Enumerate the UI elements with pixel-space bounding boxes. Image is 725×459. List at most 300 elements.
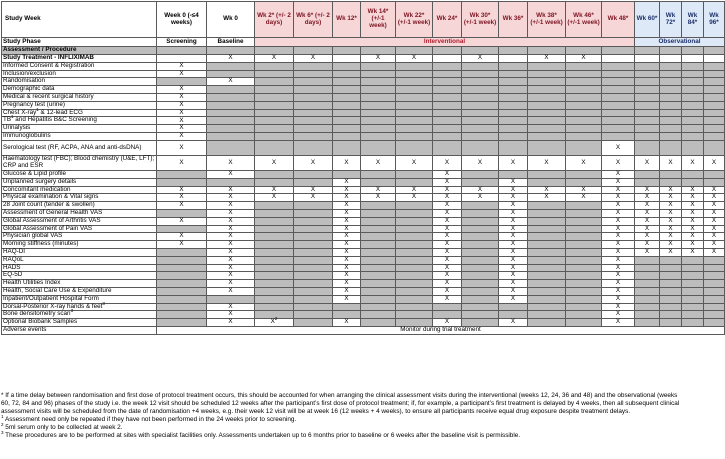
phase-screening: Screening <box>157 38 207 47</box>
empty-cell <box>157 264 207 272</box>
empty-cell <box>294 117 333 125</box>
empty-cell <box>294 303 333 311</box>
assessment-mark: X <box>462 155 499 170</box>
empty-cell <box>660 140 682 155</box>
empty-cell <box>294 101 333 109</box>
empty-cell <box>704 93 725 101</box>
assessment-row <box>2 86 725 94</box>
assessment-mark: X <box>207 241 255 249</box>
assessment-mark: X <box>602 287 635 295</box>
empty-cell <box>294 209 333 217</box>
assessment-mark: X <box>207 194 255 202</box>
empty-cell <box>462 272 499 280</box>
assessment-mark: X <box>704 155 725 170</box>
empty-cell <box>207 125 255 133</box>
empty-cell <box>528 125 566 133</box>
footnote-number: 1 <box>1 413 4 419</box>
empty-cell <box>704 319 725 327</box>
empty-cell <box>635 280 660 288</box>
assessment-mark: X <box>602 311 635 319</box>
empty-cell <box>294 140 333 155</box>
assessment-mark: X <box>433 256 462 264</box>
empty-cell <box>462 78 499 86</box>
empty-cell <box>255 217 294 225</box>
assessment-mark: X <box>602 194 635 202</box>
assessment-mark: X <box>157 125 207 133</box>
empty-cell <box>682 109 704 117</box>
section-fill <box>333 47 361 55</box>
empty-cell <box>207 133 255 141</box>
empty-cell <box>294 256 333 264</box>
assessment-label-text: Morning stiffness (minutes) <box>3 240 79 248</box>
assessment-mark: X <box>499 295 528 303</box>
empty-cell <box>396 125 433 133</box>
assessment-mark: X <box>207 248 255 256</box>
assessment-mark: X <box>157 202 207 210</box>
assessment-mark: X <box>294 155 333 170</box>
empty-cell <box>255 256 294 264</box>
assessment-mark: X <box>207 55 255 63</box>
assessment-mark: X <box>602 225 635 233</box>
empty-cell <box>255 117 294 125</box>
empty-cell <box>361 256 396 264</box>
assessment-mark: X <box>333 217 361 225</box>
week-header: Wk 72* <box>660 2 682 38</box>
empty-cell <box>462 170 499 178</box>
assessment-mark: X <box>361 155 396 170</box>
assessment-mark: X <box>207 311 255 319</box>
empty-cell <box>566 209 602 217</box>
empty-cell <box>602 62 635 70</box>
assessment-mark: X <box>157 70 207 78</box>
adverse-events-monitor: Monitor during trial treatment <box>157 327 725 335</box>
assessment-mark: X <box>157 101 207 109</box>
assessment-row <box>2 140 725 155</box>
empty-cell <box>660 78 682 86</box>
assessment-mark: X <box>433 295 462 303</box>
assessment-label-text: Inclusion/exclusion <box>3 69 56 77</box>
empty-cell <box>333 133 361 141</box>
adverse-events-label: Adverse events <box>2 327 157 335</box>
assessment-label-text: Medical & recent surgical history <box>3 92 94 100</box>
empty-cell <box>499 101 528 109</box>
footnote-number: 3 <box>1 429 4 435</box>
empty-cell <box>602 125 635 133</box>
assessment-mark: X <box>207 280 255 288</box>
assessment-mark: X <box>333 155 361 170</box>
empty-cell <box>433 78 462 86</box>
empty-cell <box>207 109 255 117</box>
assessment-row <box>2 256 725 264</box>
empty-cell <box>566 225 602 233</box>
empty-cell <box>294 295 333 303</box>
assessment-label-suffix: & 12-lead ECG <box>38 108 83 116</box>
empty-cell <box>255 248 294 256</box>
empty-cell <box>294 248 333 256</box>
empty-cell <box>294 125 333 133</box>
phase-interventional: Interventional <box>255 38 635 47</box>
empty-cell <box>462 62 499 70</box>
empty-cell <box>499 55 528 63</box>
assessment-row <box>2 319 725 327</box>
assessment-mark: X <box>255 186 294 194</box>
empty-cell <box>566 78 602 86</box>
empty-cell <box>157 248 207 256</box>
empty-cell <box>207 117 255 125</box>
empty-cell <box>361 287 396 295</box>
empty-cell <box>333 125 361 133</box>
assessment-mark: X <box>704 202 725 210</box>
empty-cell <box>528 209 566 217</box>
empty-cell <box>294 109 333 117</box>
empty-cell <box>566 319 602 327</box>
empty-cell <box>361 117 396 125</box>
empty-cell <box>682 125 704 133</box>
empty-cell <box>499 62 528 70</box>
empty-cell <box>602 109 635 117</box>
empty-cell <box>361 248 396 256</box>
week-header: Wk 84* <box>682 2 704 38</box>
assessment-label-text: Informed Consent & Registration <box>3 61 95 69</box>
assessment-mark: X <box>602 155 635 170</box>
empty-cell <box>462 93 499 101</box>
section-fill <box>704 47 725 55</box>
week-header: Wk 96* <box>704 2 725 38</box>
assessment-mark: X <box>682 186 704 194</box>
empty-cell <box>499 125 528 133</box>
assessment-mark: X <box>704 233 725 241</box>
empty-cell <box>255 86 294 94</box>
assessment-row <box>2 155 725 170</box>
empty-cell <box>566 170 602 178</box>
assessment-mark: X <box>635 202 660 210</box>
assessment-label-text: EQ-5D <box>3 271 23 279</box>
empty-cell <box>294 217 333 225</box>
schedule-table <box>1 1 725 335</box>
empty-cell <box>528 225 566 233</box>
assessment-mark: X <box>499 186 528 194</box>
study-phase-row <box>2 38 725 47</box>
footnote <box>1 421 684 432</box>
empty-cell <box>333 109 361 117</box>
section-fill <box>682 47 704 55</box>
assessment-mark: X <box>207 155 255 170</box>
week-header: Week 0 (-≤4 weeks) <box>157 2 207 38</box>
empty-cell <box>566 125 602 133</box>
assessment-mark: X <box>433 170 462 178</box>
empty-cell <box>704 140 725 155</box>
assessment-mark: X <box>294 55 333 63</box>
assessment-mark: X <box>566 55 602 63</box>
assessment-label-text: Health, Social Care Use & Expenditure <box>3 286 112 294</box>
empty-cell <box>255 133 294 141</box>
assessment-mark: X <box>704 225 725 233</box>
week-header: Wk 6* (+/- 2 days) <box>294 2 333 38</box>
assessment-mark: X <box>207 217 255 225</box>
empty-cell <box>635 140 660 155</box>
empty-cell <box>682 117 704 125</box>
empty-cell <box>602 86 635 94</box>
empty-cell <box>566 178 602 186</box>
assessment-mark: X <box>602 217 635 225</box>
empty-cell <box>566 217 602 225</box>
assessment-mark: X <box>499 178 528 186</box>
empty-cell <box>361 303 396 311</box>
assessment-mark: X <box>207 287 255 295</box>
assessment-mark: X <box>255 55 294 63</box>
empty-cell <box>396 280 433 288</box>
empty-cell <box>682 287 704 295</box>
empty-cell <box>635 78 660 86</box>
empty-cell <box>660 311 682 319</box>
empty-cell <box>660 264 682 272</box>
assessment-label <box>2 248 157 256</box>
assessment-mark: X <box>635 248 660 256</box>
empty-cell <box>528 264 566 272</box>
footnote <box>1 413 684 424</box>
empty-cell <box>361 209 396 217</box>
section-fill <box>433 47 462 55</box>
empty-cell <box>333 140 361 155</box>
empty-cell <box>704 109 725 117</box>
empty-cell <box>635 264 660 272</box>
empty-cell <box>635 311 660 319</box>
empty-cell <box>682 133 704 141</box>
empty-cell <box>255 70 294 78</box>
assessment-mark: X <box>433 202 462 210</box>
empty-cell <box>255 101 294 109</box>
assessment-label-text: Inpatient/Outpatient Hospital Form <box>3 294 99 302</box>
assessment-mark: X <box>499 194 528 202</box>
empty-cell <box>294 264 333 272</box>
empty-cell <box>361 62 396 70</box>
empty-cell <box>294 287 333 295</box>
empty-cell <box>660 55 682 63</box>
assessment-mark: X <box>207 209 255 217</box>
empty-cell <box>333 117 361 125</box>
empty-cell <box>396 170 433 178</box>
empty-cell <box>361 264 396 272</box>
assessment-mark: X <box>635 217 660 225</box>
assessment-row <box>2 217 725 225</box>
empty-cell <box>396 78 433 86</box>
empty-cell <box>704 133 725 141</box>
assessment-mark: X <box>499 319 528 327</box>
assessment-mark: X <box>333 272 361 280</box>
assessment-mark: X <box>704 194 725 202</box>
assessment-label-text: RAQoL <box>3 255 24 263</box>
assessment-mark: X <box>433 155 462 170</box>
assessment-mark: X <box>207 272 255 280</box>
empty-cell <box>396 62 433 70</box>
empty-cell <box>682 62 704 70</box>
empty-cell <box>635 272 660 280</box>
empty-cell <box>361 86 396 94</box>
empty-cell <box>462 125 499 133</box>
empty-cell <box>462 233 499 241</box>
empty-cell <box>660 295 682 303</box>
empty-cell <box>255 287 294 295</box>
footnote-marker: 1 <box>11 114 14 120</box>
assessment-label-text: Health Utilities Index <box>3 279 61 287</box>
assessment-mark: X <box>157 62 207 70</box>
assessment-mark: X <box>361 55 396 63</box>
empty-cell <box>499 70 528 78</box>
empty-cell <box>602 70 635 78</box>
empty-cell <box>255 78 294 86</box>
footnote <box>1 429 684 440</box>
empty-cell <box>294 241 333 249</box>
empty-cell <box>157 319 207 327</box>
empty-cell <box>361 272 396 280</box>
empty-cell <box>499 78 528 86</box>
empty-cell <box>682 140 704 155</box>
empty-cell <box>682 280 704 288</box>
assessment-mark: X <box>333 209 361 217</box>
assessment-mark: X <box>361 186 396 194</box>
assessment-mark: X <box>602 178 635 186</box>
assessment-mark: X <box>602 256 635 264</box>
assessment-mark: X <box>462 194 499 202</box>
empty-cell <box>333 86 361 94</box>
empty-cell <box>462 311 499 319</box>
assessment-mark: X <box>207 170 255 178</box>
week-header: Wk 36* <box>499 2 528 38</box>
empty-cell <box>528 140 566 155</box>
empty-cell <box>704 178 725 186</box>
empty-cell <box>255 225 294 233</box>
empty-cell <box>660 178 682 186</box>
empty-cell <box>566 287 602 295</box>
empty-cell <box>566 241 602 249</box>
week-header: Wk 60* <box>635 2 660 38</box>
assessment-mark: X <box>333 264 361 272</box>
assessment-label-text: Study Treatment - INFLIXIMAB <box>3 54 94 61</box>
empty-cell <box>361 70 396 78</box>
empty-cell <box>528 287 566 295</box>
assessment-mark: X <box>635 233 660 241</box>
empty-cell <box>635 133 660 141</box>
assessment-mark: X <box>499 217 528 225</box>
assessment-mark: X <box>635 225 660 233</box>
empty-cell <box>682 70 704 78</box>
empty-cell <box>704 272 725 280</box>
assessment-mark: X <box>157 194 207 202</box>
empty-cell <box>462 256 499 264</box>
empty-cell <box>528 178 566 186</box>
assessment-row <box>2 55 725 63</box>
empty-cell <box>207 93 255 101</box>
empty-cell <box>255 209 294 217</box>
assessment-mark: X <box>433 225 462 233</box>
assessment-mark: X <box>433 217 462 225</box>
empty-cell <box>682 311 704 319</box>
empty-cell <box>396 272 433 280</box>
empty-cell <box>396 101 433 109</box>
assessment-mark: X <box>333 202 361 210</box>
empty-cell <box>704 70 725 78</box>
footnote-marker: 1 <box>36 106 39 112</box>
empty-cell <box>333 101 361 109</box>
empty-cell <box>157 303 207 311</box>
assessment-mark: X <box>682 194 704 202</box>
assessment-row <box>2 117 725 125</box>
week-header: Wk 38* (+/-1 week) <box>528 2 566 38</box>
assessment-mark: X <box>333 186 361 194</box>
assessment-mark: X <box>433 209 462 217</box>
empty-cell <box>361 202 396 210</box>
empty-cell <box>660 272 682 280</box>
empty-cell <box>255 241 294 249</box>
assessment-mark: X <box>207 202 255 210</box>
assessment-mark: X <box>682 209 704 217</box>
assessment-label <box>2 264 157 272</box>
empty-cell <box>333 55 361 63</box>
empty-cell <box>207 62 255 70</box>
empty-cell <box>462 287 499 295</box>
assessment-mark: X <box>499 202 528 210</box>
assessment-mark: X <box>682 217 704 225</box>
week-header: Wk 46* (+/-1 week) <box>566 2 602 38</box>
week-header: Wk 2* (+/- 2 days) <box>255 2 294 38</box>
assessment-mark: X <box>333 256 361 264</box>
assessment-label <box>2 256 157 264</box>
empty-cell <box>462 86 499 94</box>
empty-cell <box>528 133 566 141</box>
empty-cell <box>462 117 499 125</box>
assessment-mark: X <box>660 217 682 225</box>
assessment-mark: X <box>157 233 207 241</box>
assessment-mark: X <box>396 186 433 194</box>
study-phase-label: Study Phase <box>2 38 157 47</box>
assessment-mark: X <box>602 209 635 217</box>
empty-cell <box>566 256 602 264</box>
assessment-mark: X <box>499 287 528 295</box>
assessment-mark: X <box>635 209 660 217</box>
empty-cell <box>704 303 725 311</box>
assessment-mark: $X^2$ <box>255 319 294 327</box>
empty-cell <box>566 233 602 241</box>
empty-cell <box>157 295 207 303</box>
empty-cell <box>704 101 725 109</box>
assessment-mark: X <box>433 248 462 256</box>
empty-cell <box>333 93 361 101</box>
empty-cell <box>566 264 602 272</box>
assessment-mark: X <box>602 233 635 241</box>
empty-cell <box>396 233 433 241</box>
assessment-mark: X <box>462 55 499 63</box>
empty-cell <box>635 109 660 117</box>
assessment-mark: X <box>704 248 725 256</box>
assessment-row <box>2 125 725 133</box>
empty-cell <box>682 319 704 327</box>
assessment-label-text: Global Assessment of Arthritis VAS <box>3 216 101 224</box>
empty-cell <box>396 178 433 186</box>
assessment-mark: X <box>602 202 635 210</box>
empty-cell <box>635 93 660 101</box>
empty-cell <box>396 311 433 319</box>
assessment-label-text: Dorsal-Posterior X-ray hands & feet <box>3 302 103 310</box>
assessment-row <box>2 70 725 78</box>
assessment-label-text: Unplanned surgery details <box>3 177 77 185</box>
assessment-mark: X <box>566 186 602 194</box>
assessment-mark: X <box>207 225 255 233</box>
footnote-number: 2 <box>1 421 4 427</box>
footnote <box>1 392 684 416</box>
empty-cell <box>433 117 462 125</box>
empty-cell <box>255 93 294 101</box>
empty-cell <box>207 86 255 94</box>
